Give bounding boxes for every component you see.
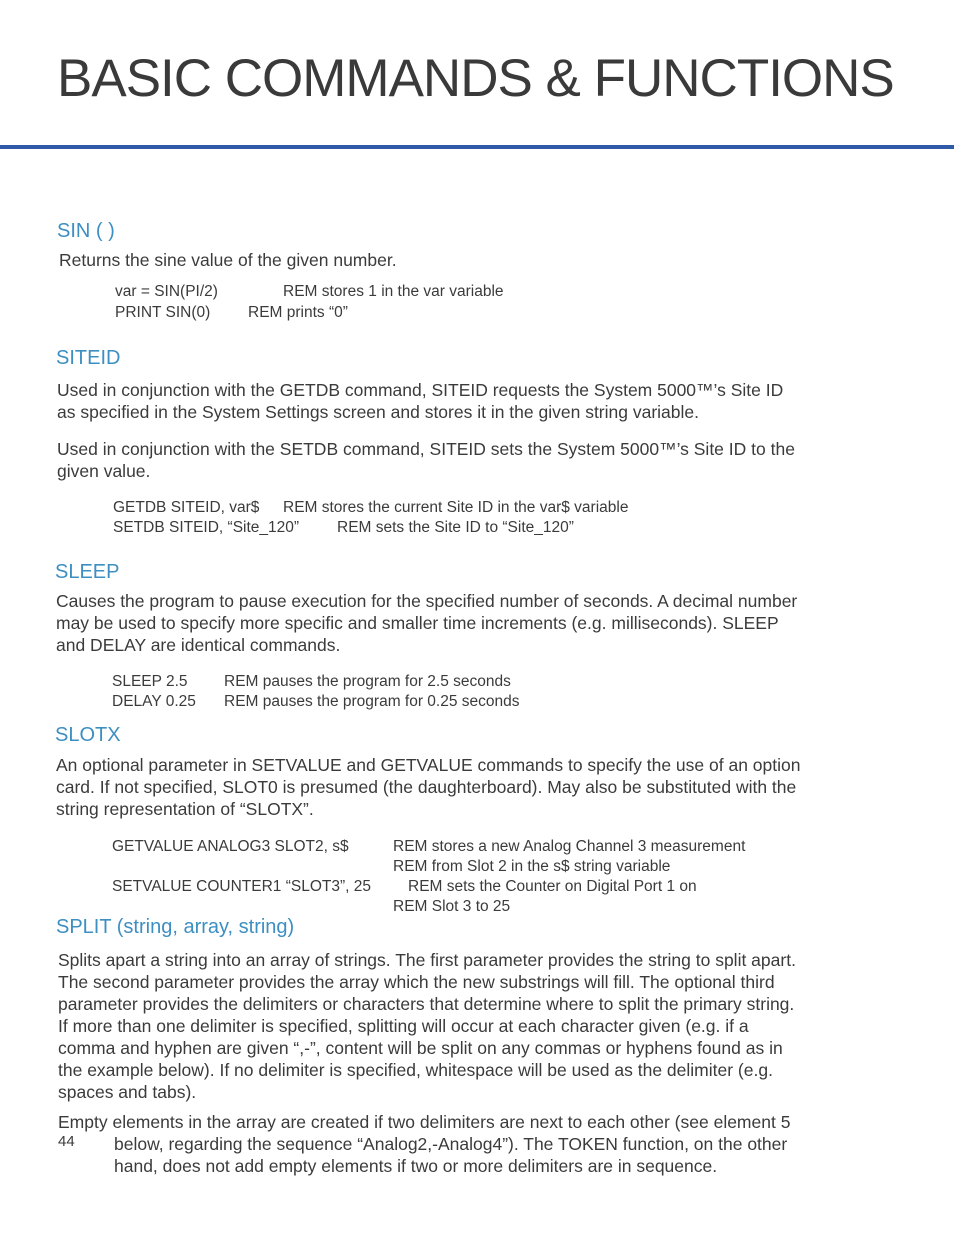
section-heading-sleep: SLEEP — [55, 561, 120, 583]
split-paragraph-1-line-5: comma and hyphen are given “,-”, content will be split on any commas or hyphens found as in — [58, 1038, 783, 1058]
sin-example-2-comment: REM prints “0” — [248, 304, 348, 321]
split-paragraph-2-line-2: below, regarding the sequence “Analog2,-Analog4”). The TOKEN function, on the other — [114, 1134, 788, 1154]
split-paragraph-2-line-3: hand, does not add empty elements if two or more delimiters are in sequence. — [114, 1156, 718, 1176]
split-paragraph-1-line-7: spaces and tabs). — [58, 1082, 197, 1102]
page-title: BASIC COMMANDS & FUNCTIONS — [57, 49, 894, 108]
slotx-line-3: string representation of “SLOTX”. — [56, 799, 314, 819]
sin-example-1-comment: REM stores 1 in the var variable — [283, 283, 504, 300]
sleep-line-1: Causes the program to pause execution for the specified number of seconds. A decimal number — [56, 591, 798, 611]
sleep-example-1-code: SLEEP 2.5 — [112, 673, 188, 690]
split-paragraph-1-line-4: If more than one delimiter is specified, splitting will occur at each character given (e.g. if a — [58, 1016, 749, 1036]
slotx-example-1-comment-line-2: REM from Slot 2 in the s$ string variable — [393, 858, 671, 875]
sleep-example-2-code: DELAY 0.25 — [112, 693, 196, 710]
sleep-example-2-comment: REM pauses the program for 0.25 seconds — [224, 693, 520, 710]
siteid-example-1-code: GETDB SITEID, var$ — [113, 499, 260, 516]
split-paragraph-1-line-2: The second parameter provides the array which the new substrings will fill. The optional third — [58, 972, 775, 992]
sin-example-2-code: PRINT SIN(0) — [115, 304, 211, 321]
sin-description: Returns the sine value of the given number. — [59, 250, 397, 270]
slotx-example-2-comment-line-2: REM Slot 3 to 25 — [393, 898, 511, 915]
split-paragraph-1-line-1: Splits apart a string into an array of strings. The first parameter provides the string to split apart. — [58, 950, 796, 970]
section-heading-sin: SIN ( ) — [57, 220, 115, 242]
siteid-example-2-code: SETDB SITEID, “Site_120” — [113, 519, 300, 536]
section-heading-siteid: SITEID — [56, 347, 121, 369]
sleep-line-3: and DELAY are identical commands. — [56, 635, 341, 655]
siteid-paragraph-1-line-1: Used in conjunction with the GETDB command, SITEID requests the System 5000™’s Site ID — [57, 380, 784, 400]
siteid-example-2-comment: REM sets the Site ID to “Site_120” — [337, 519, 574, 536]
page-number: 44 — [58, 1133, 75, 1150]
slotx-example-2-code: SETVALUE COUNTER1 “SLOT3”, 25 — [112, 878, 371, 895]
section-heading-slotx: SLOTX — [55, 724, 121, 746]
title-divider — [0, 145, 954, 149]
section-heading-split: SPLIT (string, array, string) — [56, 916, 295, 938]
slotx-example-1-comment-line-1: REM stores a new Analog Channel 3 measurement — [393, 838, 746, 855]
split-paragraph-1-line-6: the example below). If no delimiter is specified, whitespace will be used as the delimiter (e.g. — [58, 1060, 773, 1080]
sleep-line-2: may be used to specify more specific and smaller time increments (e.g. milliseconds). SLEEP — [56, 613, 779, 633]
slotx-line-1: An optional parameter in SETVALUE and GETVALUE commands to specify the use of an option — [56, 755, 801, 775]
slotx-example-1-code: GETVALUE ANALOG3 SLOT2, s$ — [112, 838, 349, 855]
split-paragraph-2-line-1: Empty elements in the array are created if two delimiters are next to each other (see element 5 — [58, 1112, 791, 1132]
slotx-example-2-comment-line-1: REM sets the Counter on Digital Port 1 on — [408, 878, 697, 895]
sin-example-1-code: var = SIN(PI/2) — [115, 283, 218, 300]
siteid-paragraph-2-line-2: given value. — [57, 461, 151, 481]
siteid-paragraph-2-line-1: Used in conjunction with the SETDB command, SITEID sets the System 5000™’s Site ID to the — [57, 439, 795, 459]
sleep-example-1-comment: REM pauses the program for 2.5 seconds — [224, 673, 511, 690]
siteid-example-1-comment: REM stores the current Site ID in the var$ variable — [283, 499, 629, 516]
split-paragraph-1-line-3: parameter provides the delimiters or characters that determine where to split the primary string. — [58, 994, 795, 1014]
siteid-paragraph-1-line-2: as specified in the System Settings screen and stores it in the given string variable. — [57, 402, 699, 422]
slotx-line-2: card. If not specified, SLOT0 is presumed (the daughterboard). May also be substituted with the — [56, 777, 797, 797]
